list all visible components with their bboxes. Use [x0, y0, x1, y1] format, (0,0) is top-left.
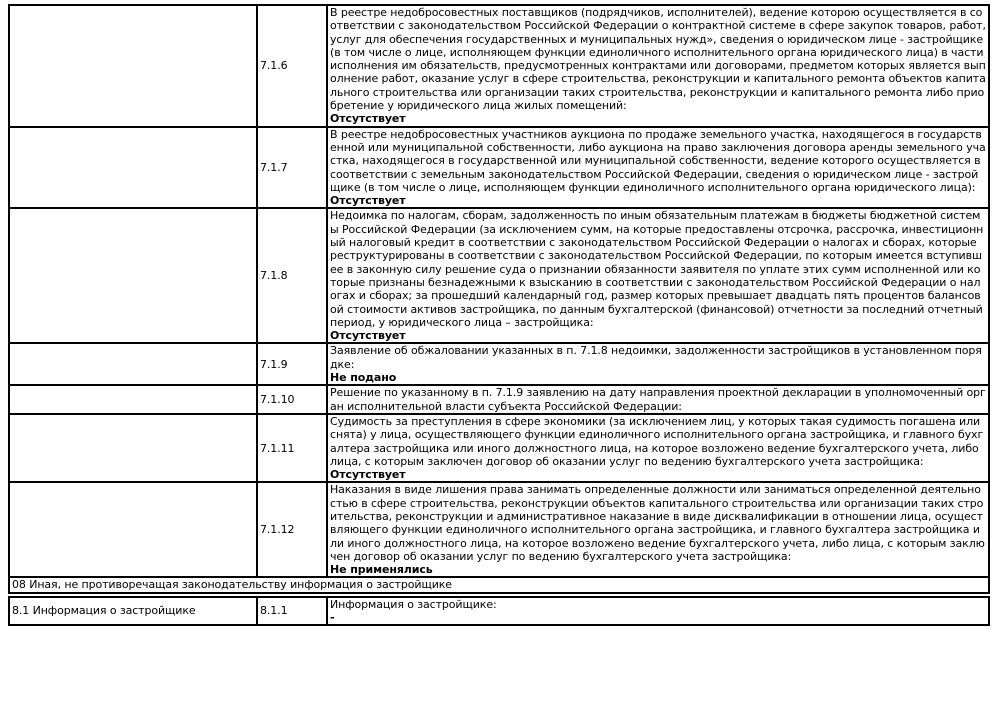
clause-number: 7.1.11 — [257, 414, 327, 482]
row-left-cell: 8.1 Информация о застройщике — [9, 597, 257, 626]
section-header: 08 Иная, не противоречащая законодательству информация о застройщике — [9, 577, 989, 592]
clause-number: 7.1.8 — [257, 208, 327, 343]
clause-value: Не применялись — [330, 563, 433, 577]
clause-text: Наказания в виде лишения права занимать определенные должности или заниматься определенной деятельностью в сфере строительства, реконструкции объектов капитального строительства или организации таких строительства, реконструкции и административное наказание в виде дисквалификации в отношении лица, осуществляющего функции единоличного исполнительного органа застройщика, и главного бухгалтера застройщика или иного должностного лица, на которое возложено ведение бухгалтерского учета, либо лица, с которым заключен договор об оказании услуг по ведению бухгалтерского учета застройщика: — [330, 483, 985, 563]
row-left-cell — [9, 414, 257, 482]
table-row — [9, 5, 989, 127]
clause-text: Недоимка по налогам, сборам, задолженность по иным обязательным платежам в бюджеты бюджетной системы Российской Федерации (за исключением сумм, на которые предоставлены отсрочка, рассрочка, инвестиционный налоговый кредит в соответствии с законодательством Российской Федерации о налогах и сборах, которые реструктурированы в соответствии с законодательством Российской Федерации, по которым имеется вступившее в законную силу решение суда о признании обязанности заявителя по уплате этих сумм исполненной или которые признаны безнадежными к взысканию в соответствии с законодательством Российской Федерации о налогах и сборах; за прошедший календарный год, размер которых превышает двадцать пять процентов балансовой стоимости активов застройщика, по данным бухгалтерской (финансовой) отчетности за последний отчетный период, у юридического лица – застройщика: — [330, 209, 984, 329]
table-row — [9, 343, 989, 385]
section-row — [9, 577, 989, 592]
table-row — [9, 127, 989, 209]
info-table — [8, 596, 990, 627]
clause-value: Отсутствует — [330, 468, 406, 482]
clause-number: 7.1.12 — [257, 482, 327, 577]
clause-text: В реестре недобросовестных участников аукциона по продаже земельного участка, находящегося в государственной или муниципальной собственности, либо аукциона на право заключения договора аренды земельного участка, находящегося в государственной или муниципальной собственности, ведение которого осуществляется в соответствии с земельным законодательством Российской Федерации, сведения о юридическом лице - застройщике (в том числе о лице, исполняющем функции единоличного исполнительного органа юридического лица): — [330, 127, 986, 194]
clause-text-cell — [327, 385, 989, 414]
row-left-cell — [9, 208, 257, 343]
clause-number: 7.1.6 — [257, 5, 327, 127]
clause-text: Заявление об обжаловании указанных в п. 7.1.8 недоимки, задолженности застройщиков в установленном порядке: — [330, 344, 982, 371]
clause-text: Решение по указанному в п. 7.1.9 заявлению на дату направления проектной декларации в уполномоченный орган исполнительной власти субъекта Российской Федерации: — [330, 386, 986, 413]
declaration-table — [8, 4, 990, 594]
clause-number: 8.1.1 — [257, 597, 327, 626]
clause-text: В реестре недобросовестных поставщиков (подрядчиков, исполнителей), ведение которою осуществляется в соответствии с законодательством Российской Федерации о контрактной системе в сфере закупок товаров, работ, услуг для обеспечения государственных и муниципальных нужд», сведения о юридическом лице - застройщике (в том числе о лице, исполняющем функции единоличного исполнительного органа юридического лица) в части исполнения им обязательств, предусмотренных контрактами или договорами, предметом которых является выполнение работ, оказание услуг в сфере строительства, реконструкции и капитального ремонта объектов капитального строительства или организации таких строительства, реконструкции и капитального ремонта либо приобретение у юридического лица жилых помещений: — [330, 6, 986, 113]
clause-text-cell — [327, 343, 989, 385]
clause-number: 7.1.9 — [257, 343, 327, 385]
table-row — [9, 482, 989, 577]
table-row — [9, 414, 989, 482]
row-left-cell — [9, 343, 257, 385]
clause-value: Отсутствует — [330, 112, 406, 126]
clause-value: Отсутствует — [330, 329, 406, 343]
clause-text: Информация о застройщике: — [330, 597, 497, 611]
row-left-cell — [9, 127, 257, 209]
table-row — [9, 208, 989, 343]
clause-text-cell — [327, 482, 989, 577]
clause-text-cell — [327, 208, 989, 343]
clause-text-cell — [327, 597, 989, 626]
clause-text-cell — [327, 5, 989, 127]
clause-value: Отсутствует — [330, 194, 406, 208]
row-left-cell — [9, 482, 257, 577]
row-left-cell — [9, 5, 257, 127]
row-left-cell — [9, 385, 257, 414]
clause-text-cell — [327, 414, 989, 482]
clause-text: Судимость за преступления в сфере экономики (за исключением лиц, у которых такая судимость погашена или снята) у лица, осуществляющего функции единоличного исполнительного органа застройщика, и главного бухгалтера застройщика или иного должностного лица, на которое возложено ведение бухгалтерского учета, либо лица, с которым заключен договор об оказании услуг по ведению бухгалтерского учета застройщика: — [330, 414, 984, 468]
clause-value: - — [330, 611, 335, 625]
clause-number: 7.1.10 — [257, 385, 327, 414]
info-row — [9, 597, 989, 626]
clause-text-cell — [327, 127, 989, 209]
clause-value: Не подано — [330, 371, 397, 385]
clause-number: 7.1.7 — [257, 127, 327, 209]
table-row — [9, 385, 989, 414]
